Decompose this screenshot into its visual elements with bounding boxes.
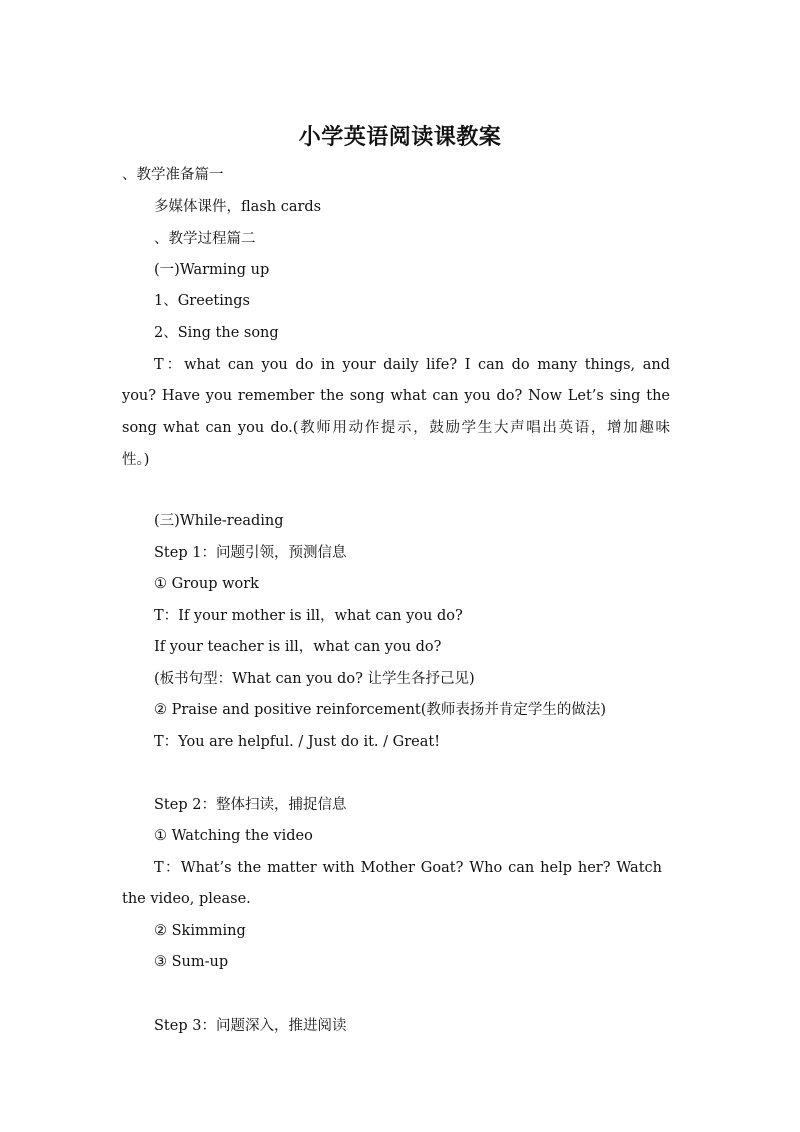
document-title: 小学英语阅读课教案 (298, 125, 502, 150)
paragraph-line: ① Watching the video (154, 828, 313, 844)
paragraph-line: Step 3：问题深入，推进阅读 (154, 1018, 347, 1034)
paragraph-line: 性。) (122, 452, 150, 468)
paragraph-line: T：If your mother is ill，what can you do? (154, 608, 463, 624)
paragraph-line: T：You are helpful. / Just do it. / Great! (154, 734, 441, 750)
paragraph-line: T：What’s the matter with Mother Goat? Who can help her? Watch (154, 860, 662, 876)
paragraph-line: 多媒体课件，flash cards (154, 199, 322, 215)
paragraph-line: song what can you do.(教师用动作提示，鼓励学生大声唱出英语，增加趣味 (122, 420, 670, 436)
paragraph-line: ③ Sum-up (154, 954, 229, 970)
paragraph-line: If your teacher is ill，what can you do? (154, 639, 442, 655)
paragraph-line: Step 1：问题引领，预测信息 (154, 545, 347, 561)
paragraph-line: (板书句型：What can you do? 让学生各抒己见) (154, 671, 475, 687)
paragraph-line: Step 2：整体扫读，捕捉信息 (154, 797, 347, 813)
paragraph-line: 2、Sing the song (154, 325, 279, 341)
paragraph-line: ① Group work (154, 576, 259, 592)
paragraph-line: you? Have you remember the song what can you do? Now Let’s sing the (122, 388, 670, 404)
paragraph-line: the video, please. (122, 891, 251, 907)
section-heading-process: 、教学过程篇二 (154, 231, 256, 247)
paragraph-line: T：what can you do in your daily life? I can do many things, and (154, 357, 670, 373)
paragraph-line: (一)Warming up (154, 262, 270, 278)
paragraph-line: ② Praise and positive reinforcement(教师表扬并肯定学生的做法) (154, 702, 607, 718)
paragraph-line: (三)While-reading (154, 513, 284, 529)
paragraph-line: 1、Greetings (154, 293, 250, 309)
section-heading-prep: 、教学准备篇一 (122, 167, 224, 183)
paragraph-line: ② Skimming (154, 923, 246, 939)
